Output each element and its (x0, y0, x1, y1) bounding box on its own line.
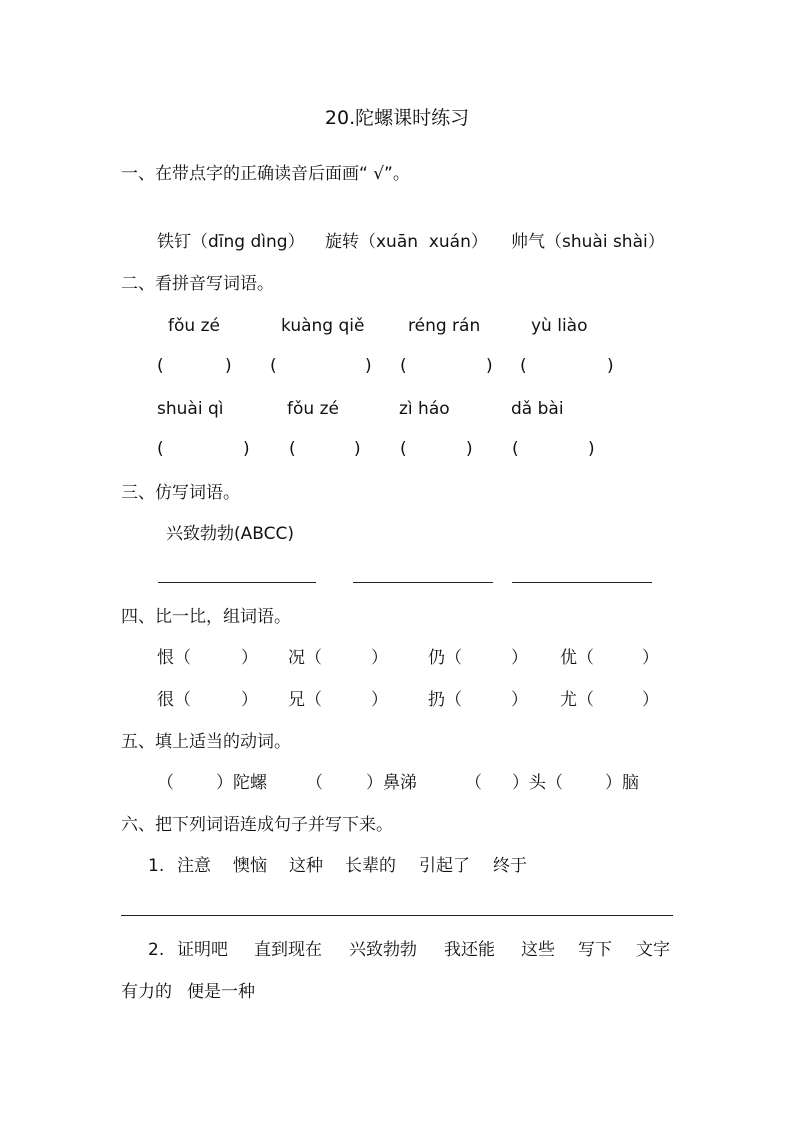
s1-item-shuaiqi: 帅气（shuài shài） (511, 232, 665, 252)
compare-xiong: 兄（ (288, 690, 322, 710)
compare-you2: 尤（ (560, 690, 594, 710)
q2-word: 证明吧 (177, 940, 228, 960)
verb-paren-open: （ (465, 773, 482, 793)
compare-close: ） (371, 690, 388, 710)
compare-you: 优（ (560, 648, 594, 668)
compare-hen2: 很（ (157, 690, 191, 710)
answer-line[interactable] (158, 582, 316, 583)
verb-tuoluo: ）陀螺 (216, 773, 267, 793)
pinyin-3: réng rán (408, 316, 481, 336)
verb-bieti: ）鼻涕 (366, 773, 417, 793)
q2-word: 便是一种 (187, 982, 255, 1002)
answer-paren-open: ( (400, 439, 407, 459)
pinyin-8: dǎ bài (511, 399, 564, 419)
q2-word: 兴致勃勃 (349, 940, 417, 960)
q1-word: 这种 (289, 856, 323, 876)
q1-word: 注意 (177, 856, 211, 876)
answer-paren-open: ( (289, 439, 296, 459)
example-word: 兴致勃勃(ABCC) (166, 524, 294, 544)
answer-paren-close: ) (365, 356, 372, 376)
section-6-heading: 六、把下列词语连成句子并写下来。 (121, 815, 393, 835)
section-4-heading: 四、比一比，组词语。 (121, 607, 291, 627)
answer-paren-close: ) (354, 439, 361, 459)
compare-close: ） (241, 648, 258, 668)
q1-word: 引起了 (419, 856, 470, 876)
q1-word: 长辈的 (345, 856, 396, 876)
s1-item-xuanzhuan: 旋转（xuān xuán） (325, 232, 488, 252)
answer-paren-open: ( (270, 356, 277, 376)
q2-word: 写下 (578, 940, 612, 960)
page-title: 20.陀螺课时练习 (324, 107, 470, 129)
verb-paren-open: （ (157, 773, 174, 793)
compare-hen: 恨（ (157, 648, 191, 668)
compare-close: ） (642, 648, 659, 668)
pinyin-5: shuài qì (157, 399, 224, 419)
answer-paren-close: ) (243, 439, 250, 459)
question-2-number: 2. (148, 940, 165, 960)
answer-paren-open: ( (157, 439, 164, 459)
answer-line[interactable] (512, 582, 652, 583)
q2-word: 文字 (636, 940, 670, 960)
compare-close: ） (642, 690, 659, 710)
section-5-heading: 五、填上适当的动词。 (121, 732, 291, 752)
q1-word: 终于 (493, 856, 527, 876)
compare-reng2: 扔（ (428, 690, 462, 710)
q2-word: 这些 (521, 940, 555, 960)
answer-paren-close: ) (225, 356, 232, 376)
answer-paren-close: ) (466, 439, 473, 459)
question-1-number: 1. (148, 856, 165, 876)
pinyin-7: zì háo (399, 399, 450, 419)
answer-line[interactable] (121, 915, 673, 916)
compare-kuang: 况（ (288, 648, 322, 668)
answer-paren-close: ) (486, 356, 493, 376)
compare-close: ） (371, 648, 388, 668)
answer-paren-open: ( (400, 356, 407, 376)
answer-paren-open: ( (520, 356, 527, 376)
pinyin-1: fǒu zé (168, 316, 220, 336)
answer-paren-open: ( (157, 356, 164, 376)
verb-tou: ）头（ (512, 773, 563, 793)
pinyin-2: kuàng qiě (281, 316, 365, 336)
section-3-heading: 三、仿写词语。 (121, 483, 240, 503)
q2-word: 我还能 (444, 940, 495, 960)
answer-paren-close: ) (588, 439, 595, 459)
section-1-heading: 一、在带点字的正确读音后面画“ √”。 (121, 164, 410, 184)
q1-word: 懊恼 (233, 856, 267, 876)
answer-paren-close: ) (607, 356, 614, 376)
pinyin-6: fǒu zé (287, 399, 339, 419)
q2-word: 直到现在 (254, 940, 322, 960)
pinyin-4: yù liào (531, 316, 588, 336)
section-2-heading: 二、看拼音写词语。 (121, 274, 274, 294)
compare-close: ） (511, 648, 528, 668)
answer-line[interactable] (353, 582, 493, 583)
q2-word: 有力的 (121, 982, 172, 1002)
answer-paren-open: ( (512, 439, 519, 459)
verb-paren-open: （ (306, 773, 323, 793)
compare-close: ） (241, 690, 258, 710)
verb-nao: ）脑 (605, 773, 639, 793)
compare-close: ） (511, 690, 528, 710)
compare-reng: 仍（ (428, 648, 462, 668)
s1-item-tieding: 铁钉（dīng dìng） (157, 232, 305, 252)
